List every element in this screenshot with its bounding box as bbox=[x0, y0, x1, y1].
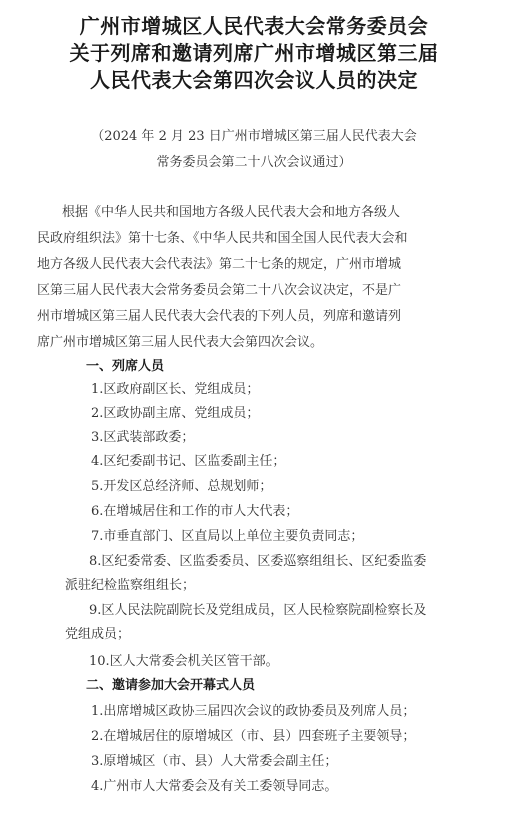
list-item: 4.区纪委副书记、区监委副主任； bbox=[91, 454, 286, 469]
section-1-heading: 一、列席人员 bbox=[86, 359, 165, 374]
list-item: 7.市垂直部门、区直局以上单位主要负责同志； bbox=[91, 529, 364, 544]
intro-line-2: 民政府组织法》第十七条、《中华人民共和国全国人民代表大会和 bbox=[37, 231, 408, 246]
intro-line-5: 州市增城区第三届人民代表大会代表的下列人员，列席和邀请列 bbox=[37, 309, 402, 324]
document-title-line-3: 人民代表大会第四次会议人员的决定 bbox=[90, 68, 418, 92]
intro-line-3: 地方各级人民代表大会代表法》第二十七条的规定，广州市增城 bbox=[37, 257, 402, 272]
intro-line-6: 席广州市增城区第三届人民代表大会第四次会议。 bbox=[37, 335, 324, 350]
list-item: 2.区政协副主席、党组成员； bbox=[91, 406, 260, 421]
list-item: 3.区武装部政委； bbox=[91, 430, 195, 445]
document-title-line-2: 关于列席和邀请列席广州市增城区第三届 bbox=[69, 41, 439, 65]
list-item-continuation: 党组成员； bbox=[65, 627, 131, 642]
intro-line-4: 区第三届人民代表大会常务委员会第二十八次会议决定，不是广 bbox=[37, 283, 402, 298]
list-item: 5.开发区总经济师、总规划师； bbox=[91, 479, 273, 494]
list-item-continuation: 派驻纪检监察组组长； bbox=[65, 578, 196, 593]
list-item: 2.在增城居住的原增城区（市、县）四套班子主要领导； bbox=[91, 729, 416, 744]
list-item: 4.广州市人大常委会及有关工委领导同志。 bbox=[91, 779, 338, 794]
list-item: 3.原增城区（市、县）人大常委会副主任； bbox=[91, 754, 338, 769]
section-2-heading: 二、邀请参加大会开幕式人员 bbox=[86, 678, 256, 693]
list-item: 6.在增城居住和工作的市人大代表； bbox=[91, 504, 299, 519]
document-title-line-1: 广州市增城区人民代表大会常务委员会 bbox=[79, 14, 429, 38]
intro-line-1: 根据《中华人民共和国地方各级人民代表大会和地方各级人 bbox=[62, 205, 401, 220]
list-item: 1.区政府副区长、党组成员； bbox=[91, 382, 260, 397]
adoption-note-line-1: （2024 年 2 月 23 日广州市增城区第三届人民代表大会 bbox=[91, 129, 417, 144]
list-item: 1.出席增城区政协三届四次会议的政协委员及列席人员； bbox=[91, 704, 416, 719]
list-item: 10.区人大常委会机关区管干部。 bbox=[89, 654, 279, 669]
list-item: 8.区纪委常委、区监委委员、区委巡察组组长、区纪委监委 bbox=[89, 554, 427, 569]
adoption-note-line-2: 常务委员会第二十八次会议通过） bbox=[156, 155, 352, 170]
list-item: 9.区人民法院副院长及党组成员，区人民检察院副检察长及 bbox=[89, 603, 427, 618]
